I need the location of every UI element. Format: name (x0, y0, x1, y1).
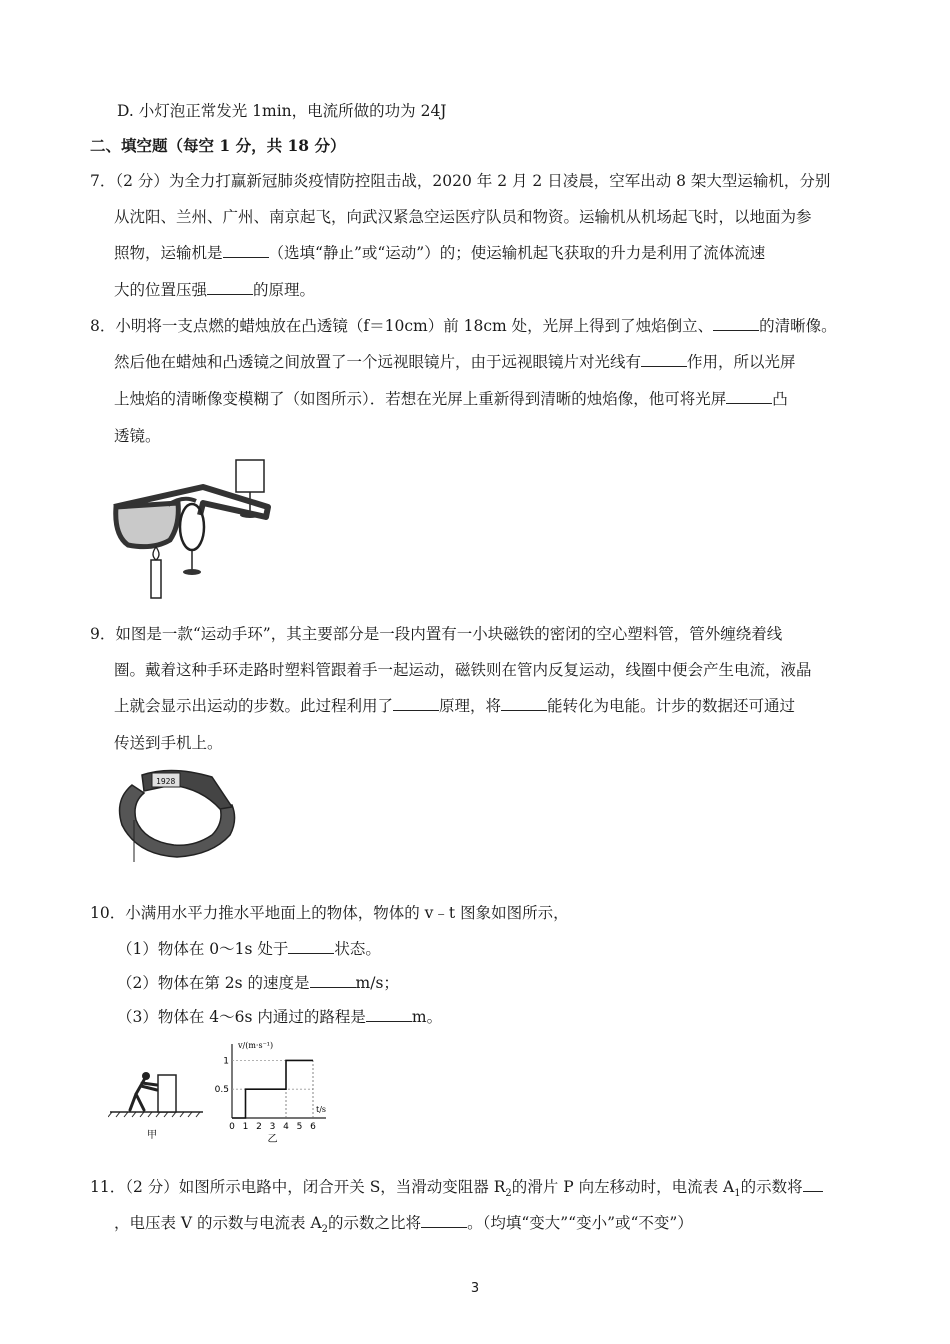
q11-line2 (114, 1213, 693, 1240)
q11-sub-a1: 1 (734, 1188, 741, 1200)
section-heading: 二、填空题（每空 1 分，共 18 分） (90, 136, 346, 155)
q8-text-a: 8．小明将一支点燃的蜡烛放在凸透镜（f＝10cm）前 18cm 处，光屏上得到了烛焰倒立、 (90, 317, 714, 335)
band-display-text: 1928 (156, 777, 176, 786)
answer-blank[interactable] (641, 352, 687, 367)
q11-line1 (90, 1177, 823, 1204)
y-tick-label: 1 (223, 1056, 229, 1067)
y-tick-label: 0.5 (214, 1085, 229, 1096)
fitness-band-figure (112, 765, 242, 865)
q10-text-f: m。 (411, 1008, 443, 1026)
q9-text-c: 能转化为电能。计步的数据还可通过 (547, 697, 796, 715)
q7-text-b: （选填“静止”或“运动”）的；使运输机起飞获取的升力是利用了流体流速 (268, 244, 766, 262)
q9-line2: 圈。戴着这种手环走路时塑料管跟着手一起运动，磁铁则在管内反复运动，线圈中便会产生电流，液晶 (114, 661, 812, 679)
pushing-figure (108, 1070, 208, 1140)
q8-line3 (114, 389, 788, 409)
q8-text-d: 作用，所以光屏 (687, 353, 796, 371)
q9-text-a: 上就会显示出运动的步数。此过程利用了 (114, 697, 394, 715)
x-tick-label: 4 (283, 1122, 289, 1132)
option-d: D. 小灯泡正常发光 1min，电流所做的功为 24J (117, 102, 447, 120)
answer-blank[interactable] (366, 1007, 412, 1022)
page-number: 3 (470, 1281, 480, 1296)
q11-text-d: ，电压表 V 的示数与电流表 A (114, 1214, 322, 1232)
q11-text-c: 的示数将 (740, 1178, 803, 1196)
q10-line3 (117, 973, 399, 993)
answer-blank[interactable] (501, 696, 547, 711)
answer-blank[interactable] (310, 973, 356, 988)
lens-experiment-figure (108, 455, 288, 605)
q9-text-b: 原理，将 (439, 697, 502, 715)
q7-text-a: 照物，运输机是 (114, 244, 223, 262)
q11-text-b: 的滑片 P 向左移动时，电流表 A (511, 1178, 735, 1196)
label-jia: 甲 (147, 1130, 157, 1140)
q8-text-f: 凸 (772, 390, 788, 408)
q10-text-c: （2）物体在第 2s 的速度是 (117, 974, 310, 992)
answer-blank[interactable] (421, 1213, 467, 1228)
answer-blank[interactable] (726, 389, 772, 404)
q11-text-a: 11．（2 分）如图所示电路中，闭合开关 S，当滑动变阻器 R (90, 1178, 506, 1196)
q10-line4 (117, 1007, 442, 1027)
q8-text-c: 然后他在蜡烛和凸透镜之间放置了一个远视眼镜片，由于远视眼镜片对光线有 (114, 353, 642, 371)
vt-graph (210, 1036, 330, 1146)
q7-text-c: 大的位置压强 (114, 281, 208, 299)
q10-text-e: （3）物体在 4～6s 内通过的路程是 (117, 1008, 366, 1026)
candle (151, 560, 161, 598)
q7-line3 (114, 243, 765, 263)
pushed-box (158, 1075, 176, 1112)
x-tick-label: 3 (269, 1122, 276, 1132)
q9-line4: 传送到手机上。 (114, 734, 223, 752)
q8-text-e: 上烛焰的清晰像变模糊了（如图所示）．若想在光屏上重新得到清晰的烛焰像，他可将光屏 (114, 390, 727, 408)
light-screen (236, 460, 264, 492)
q10-line2 (117, 939, 381, 959)
x-axis-label: t/s (316, 1105, 327, 1114)
x-tick-label: 0 (229, 1122, 235, 1132)
q9-line3 (114, 696, 795, 716)
label-yi: 乙 (267, 1134, 278, 1145)
q8-line1 (90, 316, 837, 336)
q8-line4: 透镜。 (114, 427, 161, 445)
answer-blank[interactable] (207, 280, 253, 295)
q9-line1: 9．如图是一款“运动手环”，其主要部分是一段内置有一小块磁铁的密闭的空心塑料管，管外缠绕着线 (90, 625, 783, 643)
q11-text-e: 的示数之比将 (328, 1214, 422, 1232)
x-tick-label: 6 (310, 1122, 316, 1132)
answer-blank[interactable] (713, 316, 759, 331)
q7-line2: 从沈阳、兰州、广州、南京起飞，向武汉紧急空运医疗队员和物资。运输机从机场起飞时，以地面为参 (114, 208, 812, 226)
answer-blank[interactable] (803, 1177, 823, 1192)
answer-blank[interactable] (393, 696, 439, 711)
y-axis-label: v/(m·s⁻¹) (238, 1041, 274, 1050)
q10-text-a: （1）物体在 0～1s 处于 (117, 940, 289, 958)
answer-blank[interactable] (288, 939, 334, 954)
q8-line2 (114, 352, 796, 372)
x-tick-label: 1 (242, 1122, 249, 1132)
q10-line1: 10．小满用水平力推水平地面上的物体，物体的 v﹣t 图象如图所示， (90, 904, 569, 922)
q11-text-f: 。（均填“变大”“变小”或“不变”） (467, 1214, 693, 1232)
q7-line4 (114, 280, 315, 300)
q11-sub-a2: 2 (321, 1224, 329, 1236)
flame (153, 547, 159, 560)
q8-text-b: 的清晰像。 (759, 317, 837, 335)
person-body (130, 1080, 157, 1110)
q10-text-b: 状态。 (334, 940, 381, 958)
q7-text-d: 的原理。 (253, 281, 316, 299)
answer-blank[interactable] (223, 243, 269, 258)
convex-lens (180, 504, 204, 550)
x-tick-label: 2 (256, 1122, 262, 1132)
x-tick-label: 5 (296, 1122, 303, 1132)
q10-text-d: m/s； (355, 974, 399, 992)
q11-sub-r: 2 (505, 1188, 512, 1200)
q7-line1: 7．（2 分）为全力打赢新冠肺炎疫情防控阻击战，2020 年 2 月 2 日凌晨，空军出动 8 架大型运输机，分别 (90, 172, 831, 190)
